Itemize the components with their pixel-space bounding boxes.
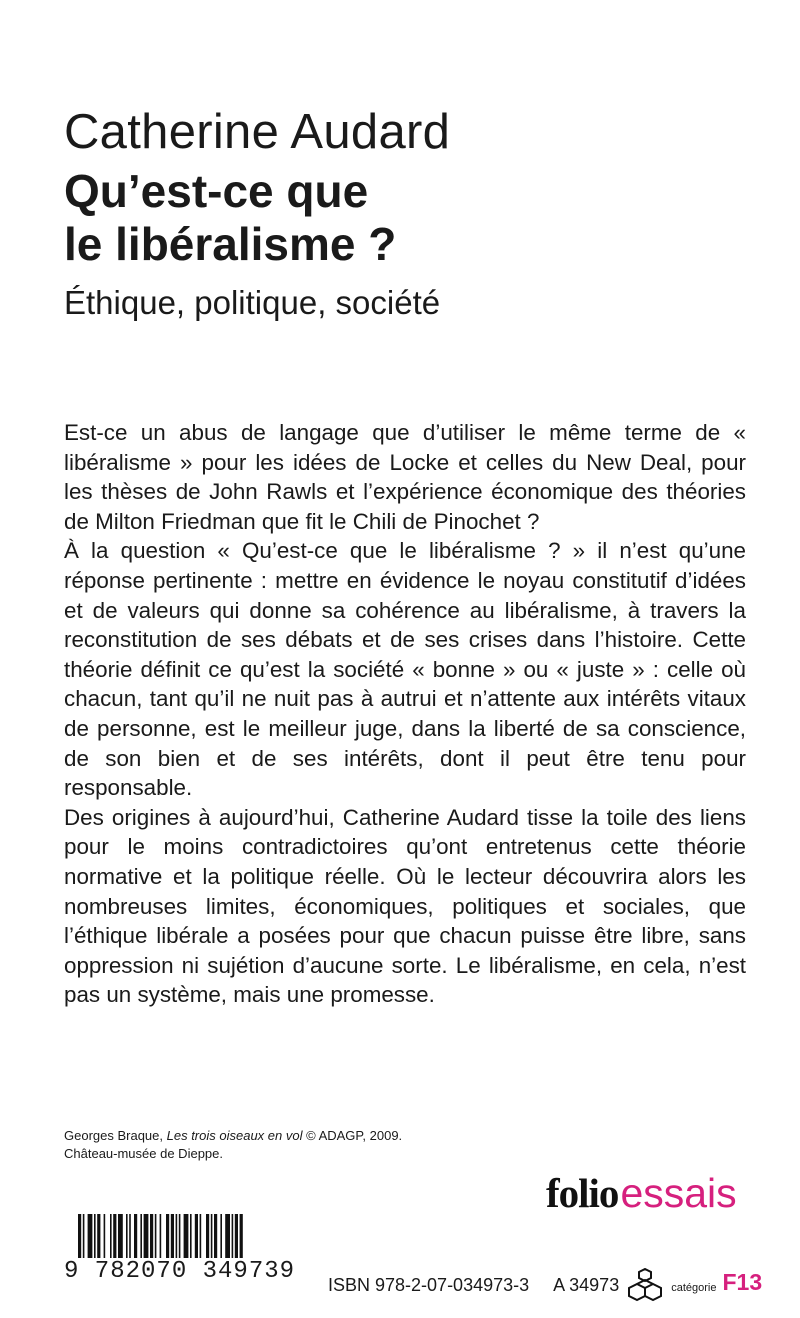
categorie-code: F13: [722, 1269, 763, 1295]
internal-code: A 34973: [553, 1275, 620, 1295]
book-title: [64, 165, 744, 271]
credit-location: Château-musée de Dieppe.: [64, 1146, 223, 1161]
blurb-paragraph-3: Des origines à aujourd’hui, Catherine Audard tisse la toile des liens pour le moins contradictoires qu’ont entretenus cette théorie normative et la politique réelle. Où le lecteur découvrira alors les nombreuses limites, économiques, politiques et sociales, que l’éthique libérale a posées pour que chacun puisse être libre, sans oppression ni sujétion d’aucune sorte. Le libéralisme, en cela, n’est pas un système, mais une promesse.: [64, 804, 746, 1008]
credit-line-1: [64, 1127, 402, 1145]
categorie-label: catégorie: [671, 1282, 717, 1294]
credit-artist: Georges Braque,: [64, 1128, 167, 1143]
barcode-digits: 9 782070 349739: [64, 1258, 296, 1285]
folio-essais-logo: [546, 1170, 737, 1216]
isbn-text: ISBN 978-2-07-034973-3: [328, 1275, 530, 1295]
credit-rights: © ADAGP, 2009.: [302, 1128, 403, 1143]
title-line-1: Qu’est-ce que: [64, 165, 369, 217]
logo-essais: essais: [620, 1170, 737, 1216]
blurb-paragraph-2: À la question « Qu’est-ce que le libéralisme ? » il n’est qu’une réponse pertinente : mettre en évidence le noyau constitutif d’idées et de valeurs qui donne sa cohérence au libéralisme, à travers la reconstitution de ses débats et de ses crises dans l’histoire. Cette théorie définit ce qu’est la société « bonne » ou « juste » : celle où chacun, tant qu’il ne nuit pas à autrui et n’attente aux intérêts vitaux de personne, est le meilleur juge, dans la liberté de sa conscience, de son bien et de ses intérêts, dont il peut être tenu pour responsable.: [64, 538, 746, 801]
back-cover-blurb: [64, 418, 746, 1010]
author-name: Catherine Audard: [64, 105, 451, 159]
title-line-2: le libéralisme ?: [64, 217, 397, 270]
cover-header: [64, 105, 744, 321]
blurb-paragraph-1: Est-ce un abus de langage que d’utiliser le même terme de « libéralisme » pour les idées de Locke et celles du New Deal, pour les thèses de John Rawls et l’expérience économique des théories de Milton Friedman que fit le Chili de Pinochet ?: [64, 420, 746, 534]
logo-folio: folio: [546, 1170, 619, 1216]
image-credit: [64, 1127, 402, 1163]
book-subtitle: Éthique, politique, société: [64, 283, 441, 321]
folio-shelf-icon: [625, 1268, 665, 1302]
isbn-line: [328, 1262, 762, 1296]
credit-artwork: Les trois oiseaux en vol: [166, 1128, 303, 1143]
